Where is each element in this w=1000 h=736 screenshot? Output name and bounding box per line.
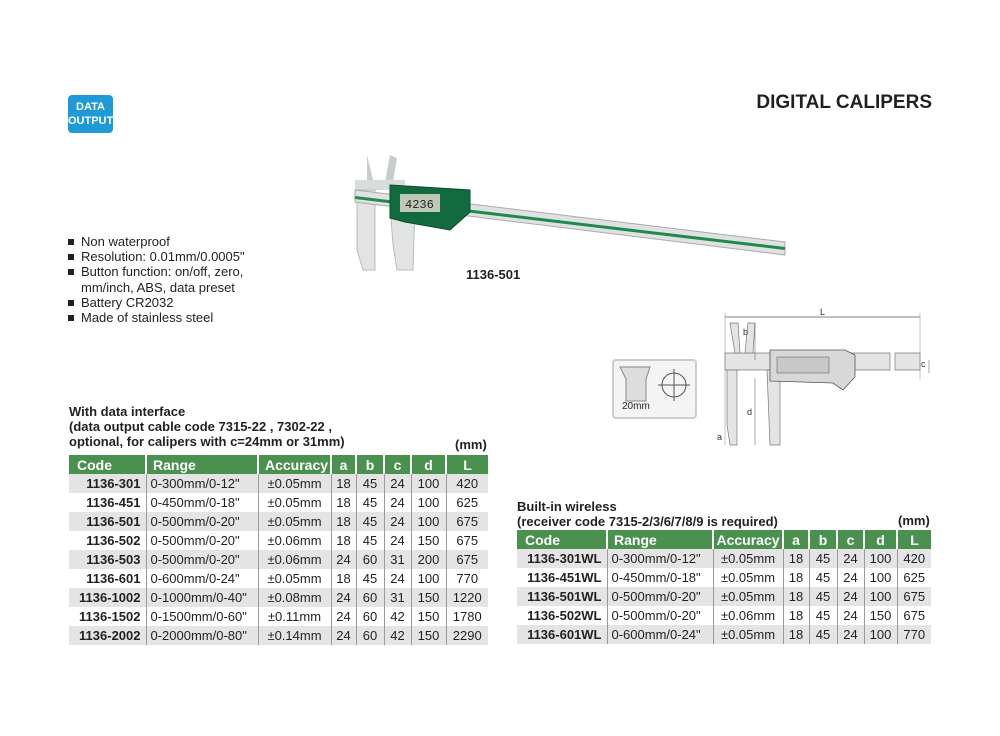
table-cell: 0-600mm/0-24" bbox=[607, 625, 713, 644]
table-cell: 24 bbox=[384, 474, 411, 493]
table-cell: 45 bbox=[809, 625, 837, 644]
column-header: b bbox=[809, 530, 837, 549]
table-cell: 1136-503 bbox=[69, 550, 146, 569]
table-cell: ±0.14mm bbox=[258, 626, 331, 645]
column-header: Code bbox=[517, 530, 607, 549]
table2-caption-line: (receiver code 7315-2/3/6/7/8/9 is required) bbox=[517, 514, 778, 529]
feature-item: Button function: on/off, zero, mm/inch, ABS, data preset bbox=[68, 264, 258, 294]
table-cell: 18 bbox=[331, 512, 356, 531]
column-header: L bbox=[897, 530, 931, 549]
table-cell: 0-500mm/0-20" bbox=[607, 606, 713, 625]
table-header-row bbox=[517, 530, 931, 549]
table1-unit: (mm) bbox=[455, 437, 487, 452]
table1-caption-line: (data output cable code 7315-22 , 7302-22 , bbox=[69, 419, 332, 434]
table-cell: 45 bbox=[809, 587, 837, 606]
table-cell: ±0.08mm bbox=[258, 588, 331, 607]
table-cell: ±0.06mm bbox=[713, 606, 783, 625]
table-row bbox=[69, 588, 488, 607]
table-cell: 100 bbox=[864, 549, 897, 568]
table-cell: 675 bbox=[446, 531, 488, 550]
caliper-dimension-diagram bbox=[715, 305, 930, 447]
table-cell: ±0.11mm bbox=[258, 607, 331, 626]
column-header: Range bbox=[146, 455, 258, 474]
table-cell: 1136-2002 bbox=[69, 626, 146, 645]
wireless-table bbox=[517, 530, 931, 644]
table-row bbox=[69, 569, 488, 588]
table-row bbox=[69, 493, 488, 512]
caliper-product-image bbox=[345, 150, 795, 275]
table-cell: 420 bbox=[446, 474, 488, 493]
table-row bbox=[69, 512, 488, 531]
table-cell: 18 bbox=[331, 474, 356, 493]
table-cell: 24 bbox=[384, 493, 411, 512]
table-cell: 18 bbox=[331, 569, 356, 588]
table-cell: ±0.05mm bbox=[258, 474, 331, 493]
table-cell: 150 bbox=[864, 606, 897, 625]
table-cell: 60 bbox=[356, 626, 384, 645]
table-cell: 150 bbox=[411, 607, 446, 626]
table1-caption-line: With data interface bbox=[69, 404, 186, 419]
product-model-label: 1136-501 bbox=[466, 267, 521, 282]
table-cell: ±0.06mm bbox=[258, 531, 331, 550]
dimension-a: a bbox=[717, 432, 723, 442]
table-cell: 1136-1502 bbox=[79, 609, 141, 624]
table-cell: 675 bbox=[446, 512, 488, 531]
table-cell: 24 bbox=[837, 568, 864, 587]
table-cell: 100 bbox=[411, 569, 446, 588]
table-cell: ±0.06mm bbox=[258, 550, 331, 569]
table-cell: 1136-451 bbox=[86, 495, 141, 510]
table-cell: 45 bbox=[356, 569, 384, 588]
table-cell: 24 bbox=[331, 626, 356, 645]
table-cell: 0-450mm/0-18" bbox=[146, 493, 258, 512]
column-header: c bbox=[384, 455, 411, 474]
table-cell: 1220 bbox=[446, 588, 488, 607]
table-cell: ±0.05mm bbox=[258, 512, 331, 531]
table-cell: 24 bbox=[384, 569, 411, 588]
table-cell: 45 bbox=[356, 474, 384, 493]
column-header: d bbox=[411, 455, 446, 474]
table-row bbox=[517, 587, 931, 606]
table-cell: 24 bbox=[837, 625, 864, 644]
table-cell: 150 bbox=[411, 531, 446, 550]
table-row bbox=[517, 549, 931, 568]
column-header: b bbox=[356, 455, 384, 474]
table-row bbox=[69, 474, 488, 493]
table-cell: 18 bbox=[331, 493, 356, 512]
table-cell: 100 bbox=[411, 474, 446, 493]
table-cell: 0-1500mm/0-60" bbox=[146, 607, 258, 626]
feature-item: Made of stainless steel bbox=[68, 310, 258, 325]
table-cell: 45 bbox=[809, 606, 837, 625]
table-cell: 100 bbox=[411, 493, 446, 512]
table-row bbox=[69, 550, 488, 569]
column-header: Code bbox=[69, 455, 146, 474]
table-row bbox=[69, 607, 488, 626]
feature-item: Non waterproof bbox=[68, 234, 258, 249]
data-interface-table bbox=[69, 455, 488, 645]
table-cell: 0-500mm/0-20" bbox=[146, 550, 258, 569]
table-cell: 675 bbox=[897, 606, 931, 625]
table-cell: 770 bbox=[446, 569, 488, 588]
table-cell: 0-500mm/0-20" bbox=[146, 512, 258, 531]
table-cell: 1136-502WL bbox=[527, 608, 602, 623]
table1-caption bbox=[69, 404, 345, 449]
table-cell: ±0.05mm bbox=[713, 625, 783, 644]
table-cell: 1136-601 bbox=[86, 571, 141, 586]
table-cell: 24 bbox=[837, 549, 864, 568]
table-cell: 0-500mm/0-20" bbox=[146, 531, 258, 550]
table-cell: 770 bbox=[897, 625, 931, 644]
table2-caption bbox=[517, 499, 778, 529]
table-cell: 1136-451WL bbox=[527, 570, 602, 585]
column-header: L bbox=[446, 455, 488, 474]
table-cell: 24 bbox=[384, 531, 411, 550]
table-cell: 420 bbox=[897, 549, 931, 568]
table-cell: 24 bbox=[837, 587, 864, 606]
table-cell: ±0.05mm bbox=[713, 549, 783, 568]
table-cell: 45 bbox=[809, 568, 837, 587]
table1-caption-line: optional, for calipers with c=24mm or 31mm) bbox=[69, 434, 345, 449]
table2-unit: (mm) bbox=[898, 513, 930, 528]
table-cell: 0-300mm/0-12" bbox=[607, 549, 713, 568]
table-cell: 24 bbox=[331, 588, 356, 607]
table-cell: 42 bbox=[384, 626, 411, 645]
table-cell: 100 bbox=[411, 512, 446, 531]
table-cell: 0-300mm/0-12" bbox=[146, 474, 258, 493]
table-cell: ±0.05mm bbox=[713, 568, 783, 587]
table-cell: ±0.05mm bbox=[258, 569, 331, 588]
table-cell: 200 bbox=[411, 550, 446, 569]
table-cell: 2290 bbox=[446, 626, 488, 645]
table-cell: 45 bbox=[356, 531, 384, 550]
badge-line-1: DATA bbox=[76, 101, 105, 113]
table-cell: 1136-502 bbox=[86, 533, 141, 548]
badge-line-2: OUTPUT bbox=[68, 115, 114, 127]
column-header: Accuracy bbox=[713, 530, 783, 549]
table-cell: ±0.05mm bbox=[258, 493, 331, 512]
table-cell: 625 bbox=[897, 568, 931, 587]
page-title: DIGITAL CALIPERS bbox=[756, 92, 932, 113]
table-cell: ±0.05mm bbox=[713, 587, 783, 606]
column-header: a bbox=[331, 455, 356, 474]
table-cell: 0-450mm/0-18" bbox=[607, 568, 713, 587]
table-cell: 150 bbox=[411, 588, 446, 607]
table-cell: 24 bbox=[837, 606, 864, 625]
table-cell: 1136-601WL bbox=[517, 625, 607, 644]
table-cell: 1136-301 bbox=[69, 474, 146, 493]
table-cell: 1136-501WL bbox=[517, 587, 607, 606]
jaw-detail-inset bbox=[612, 359, 697, 419]
table-cell: 675 bbox=[897, 587, 931, 606]
table-cell: 1136-1002 bbox=[69, 588, 146, 607]
detail-dimension-label: 20mm bbox=[622, 401, 650, 412]
table-row bbox=[69, 531, 488, 550]
dimension-L: L bbox=[820, 307, 826, 317]
table-cell: 31 bbox=[384, 588, 411, 607]
table-cell: 0-500mm/0-20" bbox=[607, 587, 713, 606]
table-row bbox=[69, 626, 488, 645]
dimension-b: b bbox=[743, 327, 749, 337]
table-cell: 18 bbox=[783, 625, 809, 644]
column-header: Range bbox=[607, 530, 713, 549]
table-cell: 0-2000mm/0-80" bbox=[146, 626, 258, 645]
table-cell: 18 bbox=[783, 549, 809, 568]
table-header-row bbox=[69, 455, 488, 474]
table-cell: 18 bbox=[783, 568, 809, 587]
table-cell: 0-1000mm/0-40" bbox=[146, 588, 258, 607]
table2-caption-line: Built-in wireless bbox=[517, 499, 617, 514]
table-cell: 60 bbox=[356, 588, 384, 607]
table-cell: 42 bbox=[384, 607, 411, 626]
lcd-reading: 4236 bbox=[405, 198, 434, 212]
table-cell: 18 bbox=[783, 606, 809, 625]
table-cell: 24 bbox=[331, 607, 356, 626]
table-cell: 1136-301WL bbox=[517, 549, 607, 568]
table-cell: 150 bbox=[411, 626, 446, 645]
table-cell: 0-600mm/0-24" bbox=[146, 569, 258, 588]
table-cell: 100 bbox=[864, 625, 897, 644]
table-cell: 24 bbox=[384, 512, 411, 531]
table-cell: 45 bbox=[356, 493, 384, 512]
table-cell: 675 bbox=[446, 550, 488, 569]
column-header: Accuracy bbox=[258, 455, 331, 474]
table-cell: 60 bbox=[356, 607, 384, 626]
table-cell: 18 bbox=[331, 531, 356, 550]
dimension-c: c bbox=[921, 359, 926, 369]
table-cell: 1780 bbox=[446, 607, 488, 626]
column-header: d bbox=[864, 530, 897, 549]
table-cell: 31 bbox=[384, 550, 411, 569]
table-cell: 45 bbox=[809, 549, 837, 568]
column-header: c bbox=[837, 530, 864, 549]
feature-item: Battery CR2032 bbox=[68, 295, 258, 310]
table-cell: 24 bbox=[331, 550, 356, 569]
table-cell: 100 bbox=[864, 587, 897, 606]
table-row bbox=[517, 625, 931, 644]
feature-list bbox=[68, 234, 258, 325]
table-cell: 60 bbox=[356, 550, 384, 569]
table-row bbox=[517, 568, 931, 587]
table-row bbox=[517, 606, 931, 625]
data-output-badge bbox=[68, 95, 113, 133]
table-cell: 18 bbox=[783, 587, 809, 606]
table-cell: 100 bbox=[864, 568, 897, 587]
table-cell: 1136-501 bbox=[69, 512, 146, 531]
dimension-d: d bbox=[747, 407, 753, 417]
table-cell: 45 bbox=[356, 512, 384, 531]
feature-item: Resolution: 0.01mm/0.0005" bbox=[68, 249, 258, 264]
table-cell: 625 bbox=[446, 493, 488, 512]
column-header: a bbox=[783, 530, 809, 549]
